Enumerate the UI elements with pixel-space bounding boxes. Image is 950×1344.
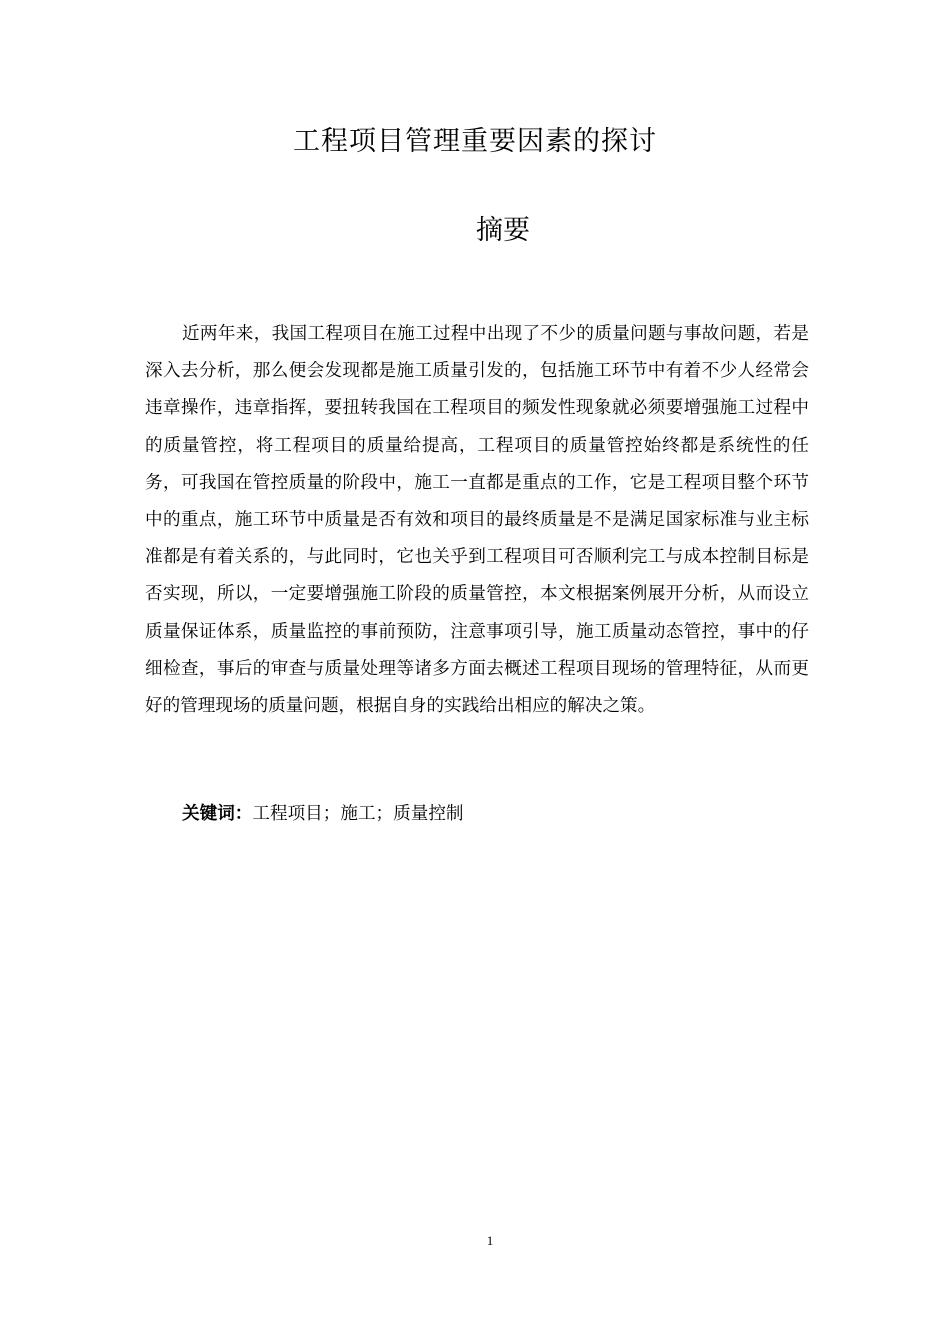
keywords-line	[182, 799, 464, 829]
keywords-label: 关键词：	[182, 804, 253, 824]
abstract-paragraph: 近两年来，我国工程项目在施工过程中出现了不少的质量问题与事故问题，若是深入去分析，那么便会发现都是施工质量引发的，包括施工环节中有着不少人经常会违章操作，违章指挥，要扭转我国在工程项目的频发性现象就必须要增强施工过程中的质量管控，将工程项目的质量给提高，工程项目的质量管控始终都是系统性的任务，可我国在管控质量的阶段中，施工一直都是重点的工作，它是工程项目整个环节中的重点，施工环节中质量是否有效和项目的最终质量是不是满足国家标准与业主标准都是有着关系的，与此同时，它也关乎到工程项目可否顺利完工与成本控制目标是否实现，所以，一定要增强施工阶段的质量管控，本文根据案例展开分析，从而设立质量保证体系，质量监控的事前预防，注意事项引导，施工质量动态管控，事中的仔细检查，事后的审查与质量处理等诸多方面去概述工程项目现场的管理特征，从而更好的管理现场的质量问题，根据自身的实践给出相应的解决之策。	[145, 324, 809, 717]
keywords-value: 工程项目；施工；质量控制	[252, 804, 464, 824]
abstract-heading: 摘要	[476, 215, 530, 246]
page-number: 1	[486, 1233, 494, 1248]
document-title: 工程项目管理重要因素的探讨	[293, 126, 657, 157]
